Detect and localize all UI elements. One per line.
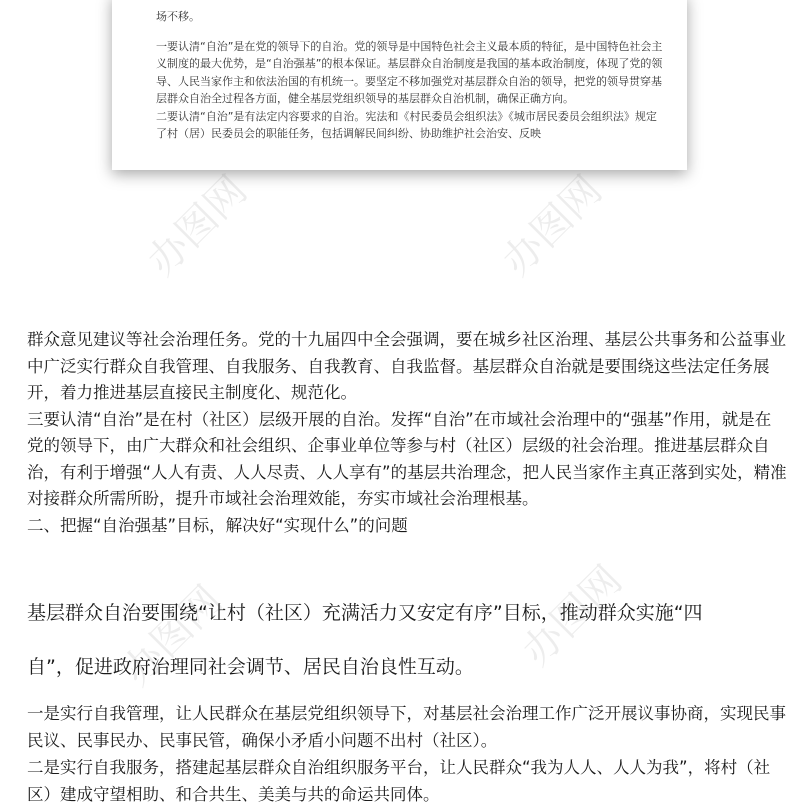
preview-paragraph: 二要认清“自治”是有法定内容要求的自治。宪法和《村民委员会组织法》《城市居民委员会组织法》规定了村（居）民委员会的职能任务，包括调解民间纠纷、协助维护社会治安、反映 (156, 109, 657, 140)
emphasis-line: 基层群众自治要围绕“让村（社区）充满活力又安定有序”目标，推动群众实施“四 (27, 602, 703, 624)
preview-text (156, 8, 666, 143)
preview-paragraph: 一要认清“自治”是在党的领导下的自治。党的领导是中国特色社会主义最本质的特征，是中国特色社会主义制度的最大优势，是“自治强基”的根本保证。基层群众自治制度是我国的基本政治制度，体现了党的领导、人民当家作主和依法治国的有机统一。要坚定不移加强党对基层群众自治的领导，把党的领导贯穿基层群众自治全过程各方面，健全基层党组织领导的基层群众自治机制，确保正确方向。 (156, 39, 663, 105)
preview-paragraph: 场不移。 (156, 10, 200, 23)
body-paragraph: 二是实行自我服务，搭建起基层群众自治组织服务平台，让人民群众“我为人人、人人为我”，将村（社区）建成守望相助、和合共生、美美与共的命运共同体。 (27, 758, 771, 804)
body-text-block (27, 700, 787, 808)
body-text-block (27, 327, 787, 539)
watermark: 办图网 (493, 167, 612, 285)
watermark: 办图网 (513, 557, 632, 675)
watermark: 办图网 (113, 577, 232, 695)
body-paragraph: 三要认清“自治”是在村（社区）层级开展的自治。发挥“自治”在市域社会治理中的“强基”作用，就是在党的领导下，由广大群众和社会组织、企事业单位等参与村（社区）层级的社会治理。推进基层群众自治，有利于增强“人人有责、人人尽责、人人享有”的基层共治理念，把人民当家作主真正落到实处，精准对接群众所需所盼，提升市域社会治理效能，夯实市域社会治理根基。 (27, 409, 787, 508)
watermark: 办图网 (138, 167, 257, 285)
emphasis-line: 自”，促进政府治理同社会调节、居民自治良性互动。 (27, 656, 474, 678)
body-paragraph: 群众意见建议等社会治理任务。党的十九届四中全会强调，要在城乡社区治理、基层公共事务和公益事业中广泛实行群众自我管理、自我服务、自我教育、自我监督。基层群众自治就是要围绕这些法定任务展开，着力推进基层直接民主制度化、规范化。 (27, 330, 786, 402)
body-paragraph: 一是实行自我管理，让人民群众在基层党组织领导下，对基层社会治理工作广泛开展议事协商，实现民事民议、民事民办、民事民管，确保小矛盾小问题不出村（社区）。 (27, 704, 786, 750)
document-page-preview (112, 0, 687, 170)
section-heading: 二、把握“自治强基”目标，解决好“实现什么”的问题 (27, 515, 408, 535)
